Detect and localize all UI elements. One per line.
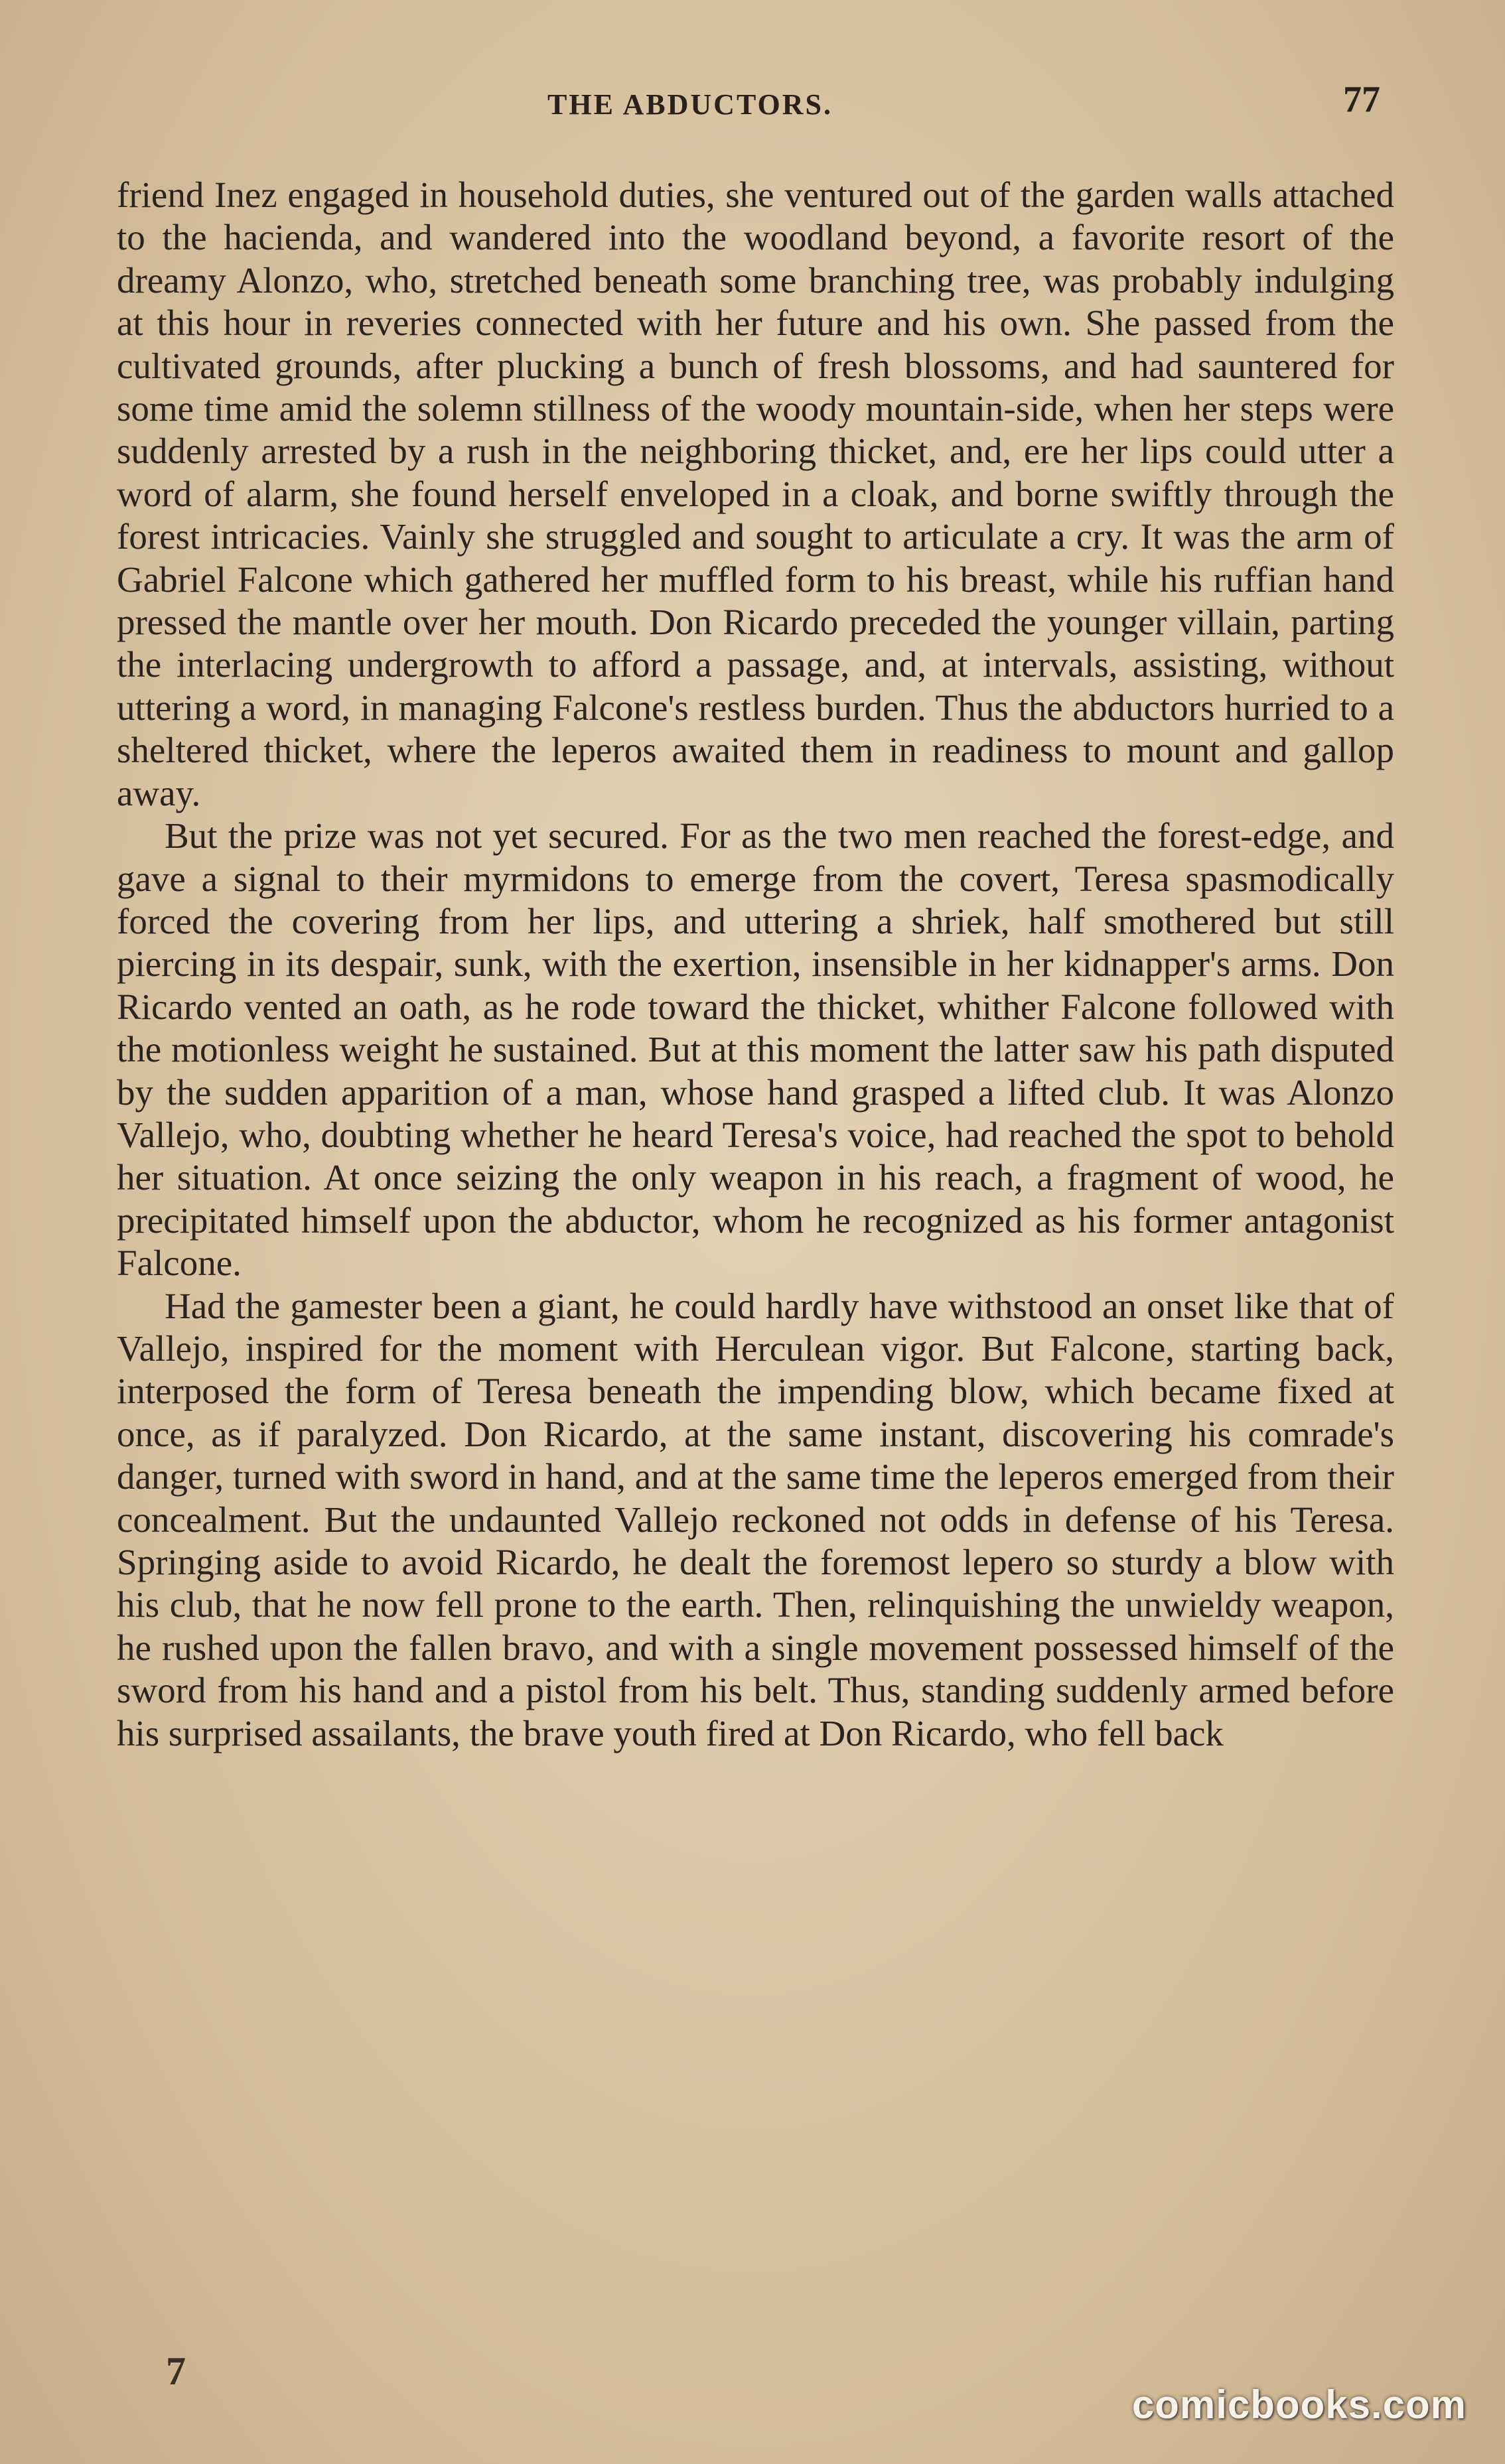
page-header [119,78,1380,131]
paragraph-1: friend Inez engaged in household duties, she ventured out of the garden walls attached to the hacienda, and wandered into the woodland beyond, a favorite resort of the dreamy Alonzo, who, stretched beneath some branching tree, was probably indulging at this hour in reveries connected with her future and his own. She passed from the cultivated grounds, after plucking a bunch of fresh blossoms, and had sauntered for some time amid the solemn stillness of the woody mountain-side, when her steps were suddenly arrested by a rush in the neighboring thicket, and, ere her lips could utter a word of alarm, she found herself enveloped in a cloak, and borne swiftly through the forest intricacies. Vainly she struggled and sought to articulate a cry. It was the arm of Gabriel Falcone which gathered her muffled form to his breast, while his ruffian hand pressed the mantle over her mouth. Don Ricardo preceded the younger villain, parting the interlacing undergrowth to afford a passage, and, at intervals, assisting, without uttering a word, in managing Falcone's restless burden. Thus the abductors hurried to a sheltered thicket, where the leperos awaited them in readiness to mount and gallop away. [117,174,1394,813]
body-text [117,174,1394,1755]
signature-mark: 7 [166,2349,186,2393]
site-watermark: comicbooks.com [1131,2382,1467,2427]
paragraph-2: But the prize was not yet secured. For as the two men reached the forest-edge, and gave a signal to their myrmidons to emerge from the covert, Teresa spasmodically forced the covering from her lips, and uttering a shriek, half smothered but still piercing in its despair, sunk, with the exertion, insensible in her kidnapper's arms. Don Ricardo vented an oath, as he rode toward the thicket, whither Falcone followed with the motionless weight he sustained. But at this moment the latter saw his path disputed by the sudden apparition of a man, whose hand grasped a lifted club. It was Alonzo Vallejo, who, doubting whether he heard Teresa's voice, had reached the spot to behold her situation. At once seizing the only weapon in his reach, a fragment of wood, he precipitated himself upon the abductor, whom he recognized as his former antagonist Falcone. [117,815,1394,1284]
running-head: THE ABDUCTORS. [547,88,833,121]
page-number: 77 [1343,79,1380,120]
paragraph-3: Had the gamester been a giant, he could hardly have withstood an onset like that of Vallejo, inspired for the moment with Herculean vigor. But Falcone, starting back, interposed the form of Teresa beneath the impending blow, which became fixed at once, as if paralyzed. Don Ricardo, at the same instant, discovering his comrade's danger, turned with sword in hand, and at the same time the leperos emerged from their concealment. But the undaunted Vallejo reckoned not odds in defense of his Teresa. Springing aside to avoid Ricardo, he dealt the foremost lepero so sturdy a blow with his club, that he now fell prone to the earth. Then, relinquishing the unwieldy weapon, he rushed upon the fallen bravo, and with a single movement possessed himself of the sword from his hand and a pistol from his belt. Thus, standing suddenly armed before his surprised assailants, the brave youth fired at Don Ricardo, who fell back [117,1285,1394,1753]
